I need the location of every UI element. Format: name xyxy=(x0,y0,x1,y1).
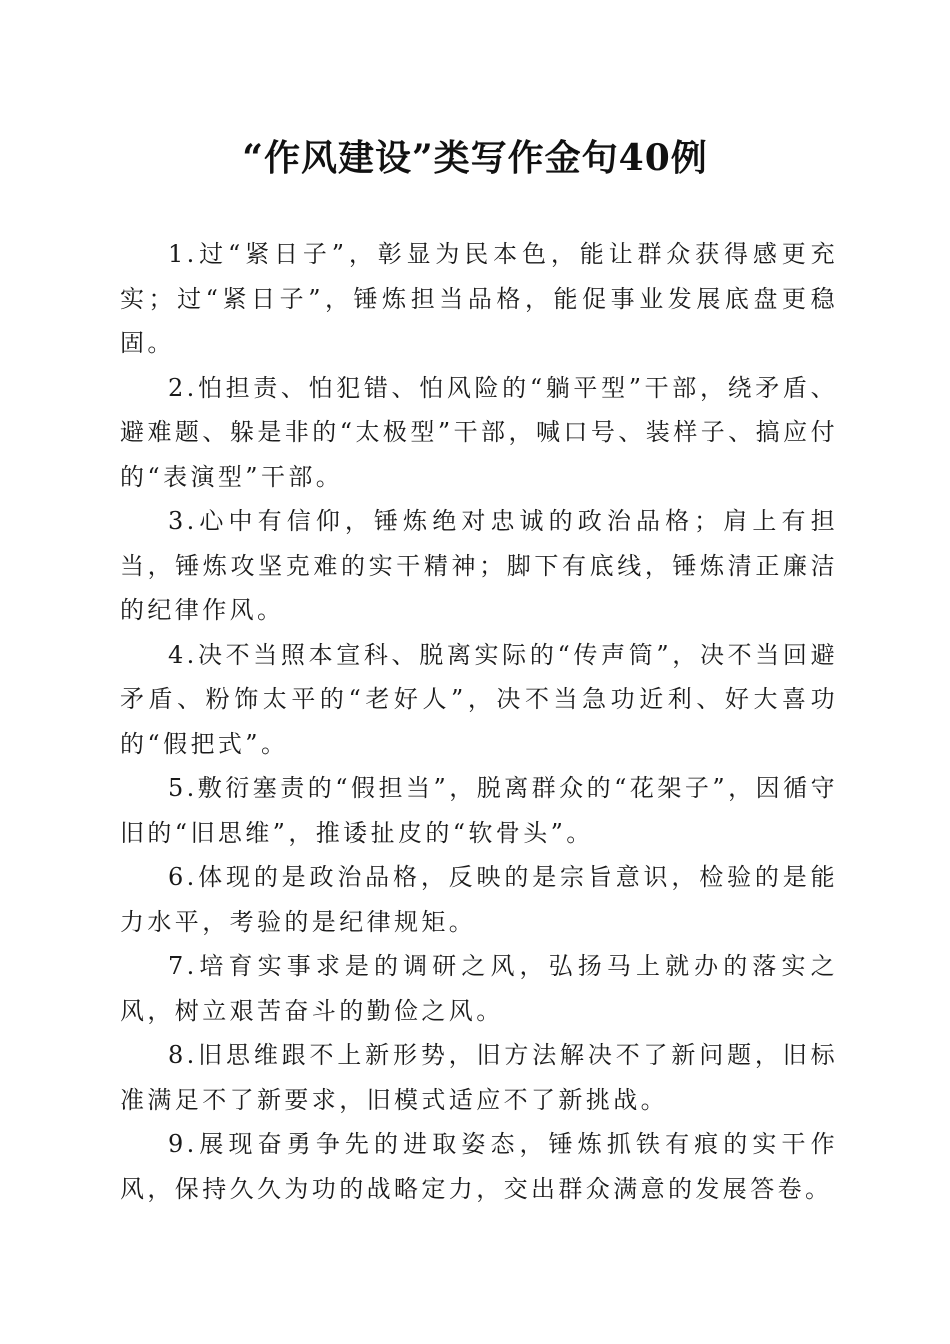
paragraph-5: 5.敷衍塞责的“假担当”，脱离群众的“花架子”，因循守旧的“旧思维”，推诿扯皮的“软骨头”。 xyxy=(120,774,838,847)
paragraph-8: 8.旧思维跟不上新形势，旧方法解决不了新问题，旧标准满足不了新要求，旧模式适应不了新挑战。 xyxy=(120,1041,838,1114)
document-title: “作风建设”类写作金句40例 xyxy=(242,137,708,179)
paragraph-7: 7.培育实事求是的调研之风，弘扬马上就办的落实之风，树立艰苦奋斗的勤俭之风。 xyxy=(120,952,838,1025)
paragraph-6: 6.体现的是政治品格，反映的是宗旨意识，检验的是能力水平，考验的是纪律规矩。 xyxy=(120,863,838,936)
document-body xyxy=(120,232,838,1211)
paragraph-2: 2.怕担责、怕犯错、怕风险的“躺平型”干部，绕矛盾、避难题、躲是非的“太极型”干部，喊口号、装样子、搞应付的“表演型”干部。 xyxy=(120,373,838,491)
paragraph-4: 4.决不当照本宣科、脱离实际的“传声筒”，决不当回避矛盾、粉饰太平的“老好人”，决不当急功近利、好大喜功的“假把式”。 xyxy=(120,640,838,758)
paragraph-3: 3.心中有信仰，锤炼绝对忠诚的政治品格；肩上有担当，锤炼攻坚克难的实干精神；脚下有底线，锤炼清正廉洁的纪律作风。 xyxy=(120,507,838,624)
paragraph-1: 1.过“紧日子”，彰显为民本色，能让群众获得感更充实；过“紧日子”，锤炼担当品格，能促事业发展底盘更稳固。 xyxy=(120,240,838,357)
paragraph-9: 9.展现奋勇争先的进取姿态，锤炼抓铁有痕的实干作风，保持久久为功的战略定力，交出群众满意的发展答卷。 xyxy=(120,1130,838,1203)
